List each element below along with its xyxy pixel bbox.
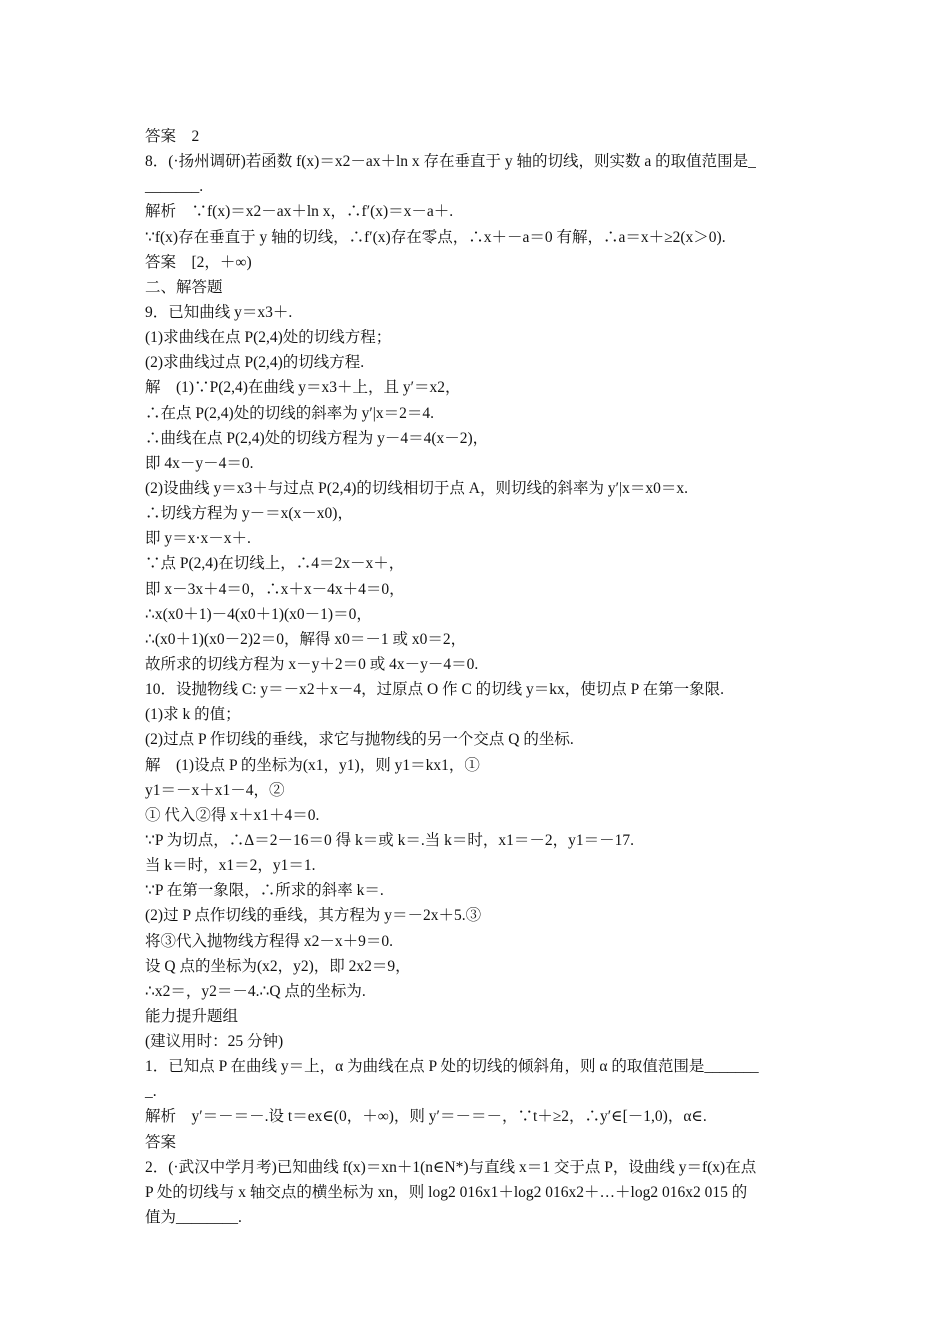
question-10-part-1: (1)求 k 的值； [145,706,241,724]
question-9-stem: 9．已知曲线 y＝x3＋. [145,303,293,321]
question-10-stem: 10．设抛物线 C: y＝－x2＋x－4，过原点 O 作 C 的切线 y＝kx，使切点 P 在第一象限. [145,681,724,699]
question-2-blank: 值为________. [145,1209,242,1227]
solution-line: (2)设曲线 y＝x3＋与过点 P(2,4)的切线相切于点 A，则切线的斜率为 y′|x＝x0＝x. [145,479,688,497]
analysis-line: 解析 ∵f(x)＝x2－ax＋ln x，∴f′(x)＝x－a＋. [145,203,454,221]
solution-line: 当 k＝时，x1＝2，y1＝1. [145,857,316,875]
solution-line: ∴(x0＋1)(x0－2)2＝0，解得 x0＝－1 或 x0＝2， [145,630,467,648]
question-9-part-1: (1)求曲线在点 P(2,4)处的切线方程； [145,329,392,347]
analysis-line: ∵f(x)存在垂直于 y 轴的切线，∴f′(x)存在零点，∴x＋－a＝0 有解，∴a＝x＋≥2(x＞0). [145,228,726,246]
solution-line: ∵P 在第一象限，∴所求的斜率 k＝. [145,882,384,900]
answer-line: 答案 2 [145,128,200,145]
solution-line: 即 4x－y－4＝0. [145,454,254,472]
solution-line: 设 Q 点的坐标为(x2，y2)，即 2x2＝9， [145,957,411,975]
solution-line: 即 x－3x＋4＝0，∴x＋x－4x＋4＝0， [145,580,405,598]
solution-line: ∴x(x0＋1)－4(x0＋1)(x0－1)＝0， [145,605,372,623]
solution-line: ① 代入②得 x＋x1＋4＝0. [145,806,320,824]
section-heading: 二、解答题 [145,278,223,296]
answer-line: 答案 [145,1133,177,1151]
solution-line: ∵点 P(2,4)在切线上，∴4＝2x－x＋， [145,555,405,573]
solution-line: ∴切线方程为 y－＝x(x－x0)， [145,505,353,523]
solution-line: (2)过 P 点作切线的垂线，其方程为 y＝－2x＋5.③ [145,907,482,925]
analysis-line: 解析 y′＝－＝－.设 t＝ex∈(0，＋∞)，则 y′＝－＝－，∵t＋≥2，∴y′∈[－1,0)，α∈. [145,1108,707,1126]
solution-line: 将③代入抛物线方程得 x2－x＋9＝0. [145,932,394,950]
solution-line: ∵P 为切点，∴Δ＝2－16＝0 得 k＝或 k＝.当 k＝时，x1＝－2，y1＝－17. [145,831,635,849]
question-10-part-2: (2)过点 P 作切线的垂线，求它与抛物线的另一个交点 Q 的坐标. [145,731,574,749]
solution-line: 解 (1)∵P(2,4)在曲线 y＝x3＋上，且 y′＝x2， [145,379,461,397]
solution-line: 即 y＝x·x－x＋. [145,530,251,548]
question-1-blank: _. [145,1083,157,1101]
solution-line: 故所求的切线方程为 x－y＋2＝0 或 4x－y－4＝0. [145,655,479,673]
question-8-stem: 8．(·扬州调研)若函数 f(x)＝x2－ax＋ln x 存在垂直于 y 轴的切线，则实数 a 的取值范围是_ [145,153,756,171]
question-1-stem: 1．已知点 P 在曲线 y＝上，α 为曲线在点 P 处的切线的倾斜角，则 α 的取值范围是_______ [145,1058,759,1076]
question-8-blank: _______. [145,178,204,196]
question-9-part-2: (2)求曲线过点 P(2,4)的切线方程. [145,354,365,372]
solution-line: y1＝－x＋x1－4，② [145,781,285,799]
document-body [145,124,817,1230]
solution-line: ∴在点 P(2,4)处的切线的斜率为 y′|x＝2＝4. [145,404,434,422]
solution-line: ∴x2＝，y2＝－4.∴Q 点的坐标为. [145,982,366,1000]
question-2-stem: 2．(·武汉中学月考)已知曲线 f(x)＝xn＋1(n∈N*)与直线 x＝1 交于点 P，设曲线 y＝f(x)在点 [145,1158,757,1176]
answer-line: 答案 [2，＋∞) [145,253,252,271]
solution-line: 解 (1)设点 P 的坐标为(x1，y1)，则 y1＝kx1，① [145,756,480,774]
solution-line: ∴曲线在点 P(2,4)处的切线方程为 y－4＝4(x－2)， [145,429,489,447]
time-suggestion: (建议用时：25 分钟) [145,1033,284,1051]
question-2-stem: P 处的切线与 x 轴交点的横坐标为 xn，则 log2 016x1＋log2 016x2＋…＋log2 016x2 015 的 [145,1183,748,1201]
section-heading: 能力提升题组 [145,1007,239,1025]
